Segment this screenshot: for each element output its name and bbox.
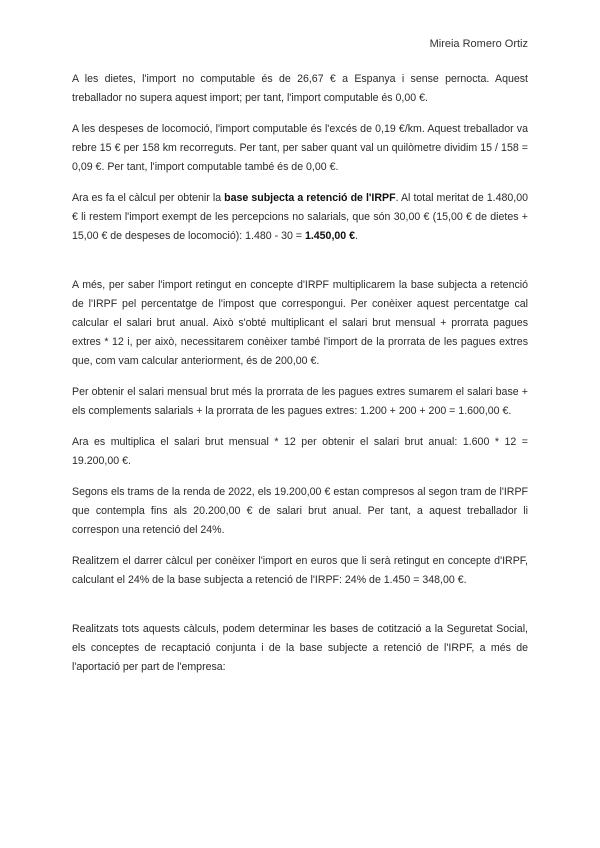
paragraph-salari-anual: Ara es multiplica el salari brut mensual * 12 per obtenir el salari brut anual: 1.600 * 12 = 19.200,00 €. xyxy=(72,436,528,467)
paragraph-dietes: A les dietes, l'import no computable és de 26,67 € a Espanya i sense pernocta. Aquest treballador no supera aquest import; per tant, l'import computable és 0,00 €. xyxy=(72,73,528,104)
spacer xyxy=(72,602,528,620)
bold-base-subjecta: base subjecta a retenció de l'IRPF xyxy=(224,192,396,204)
paragraph-conclusio: Realitzats tots aquests càlculs, podem determinar les bases de cotització a la Seguretat Social, els conceptes de recaptació conjunta i de la base subjecte a retenció de l'IRPF, a més de l'aportació per part de l'empresa: xyxy=(72,623,528,673)
text-run: . xyxy=(355,230,358,242)
bold-base-result: 1.450,00 € xyxy=(304,230,356,242)
text-run: . Al total meritat de 1.480,00 € li restem l'import exempt de les percepcions no salarials, que són 30,00 € (15,00 € de dietes + 15,00 € de despeses de locomoció): 1.480 - 30 = xyxy=(72,192,529,242)
paragraph-base-irpf xyxy=(72,189,528,246)
document-body xyxy=(72,70,528,689)
text-run: Ara es fa el càlcul per obtenir la xyxy=(72,192,225,204)
spacer xyxy=(72,258,528,276)
author-header: Mireia Romero Ortiz xyxy=(429,38,528,50)
paragraph-percentatge: A més, per saber l'import retingut en concepte d'IRPF multiplicarem la base subjecta a retenció de l'IRPF pel percentatge de l'impost que correspongui. Per conèixer aquest percentatge cal calcular el salari brut anual. Això s'obté multiplicant el salari brut mensual + prorrata pagues extres * 12 i, per això, necessitarem conèixer també l'import de la prorrata de les pagues extres que, com vam calcular anteriorment, és de 200,00 €. xyxy=(72,279,528,367)
paragraph-locomocio: A les despeses de locomoció, l'import computable és l'excés de 0,19 €/km. Aquest treballador va rebre 15 € per 158 km recorreguts. Per tant, per saber quant val un quilòmetre dividim 15 / 158 = 0,09 €. Per tant, l'import computable també és de 0,00 €. xyxy=(72,123,528,173)
paragraph-retencio: Realitzem el darrer càlcul per conèixer l'import en euros que li serà retingut en concepte d'IRPF, calculant el 24% de la base subjecta a retenció de l'IRPF: 24% de 1.450 = 348,00 €. xyxy=(72,555,528,586)
paragraph-salari-mensual: Per obtenir el salari mensual brut més la prorrata de les pagues extres sumarem el salari base + els complements salarials + la prorrata de les pagues extres: 1.200 + 200 + 200 = 1.600,00 €. xyxy=(72,386,528,417)
paragraph-trams-renda: Segons els trams de la renda de 2022, els 19.200,00 € estan compresos al segon tram de l'IRPF que contempla fins als 20.200,00 € de salari brut anual. Per tant, a aquest treballador li correspon una retenció del 24%. xyxy=(72,486,528,536)
